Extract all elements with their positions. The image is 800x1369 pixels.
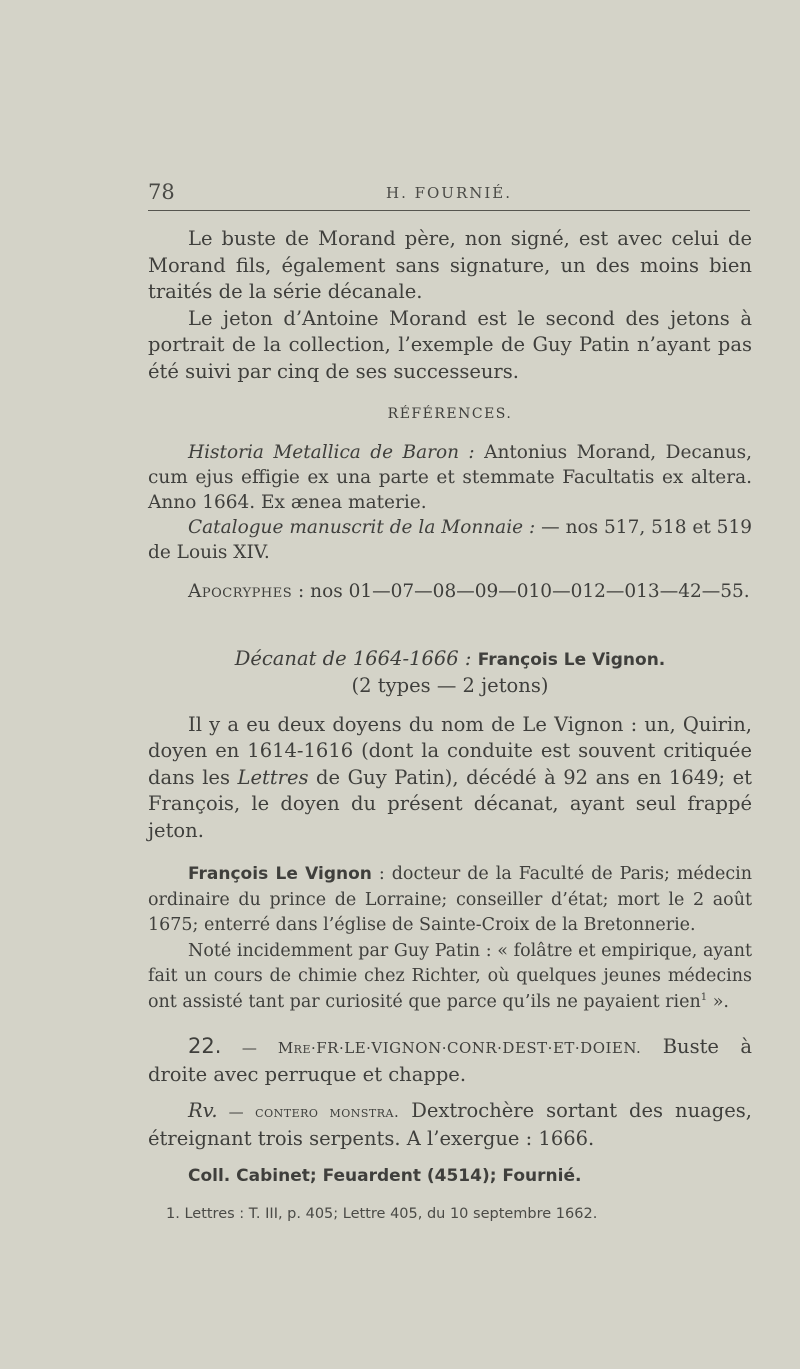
- lettres-italic: Lettres: [237, 765, 309, 789]
- content-paragraph-1: [148, 712, 752, 845]
- page-body: [148, 226, 752, 1224]
- section-subtitle: (2 types — 2 jetons): [351, 674, 549, 697]
- reference-1-text: Antonius Morand, Decanus, cum ejus effigie ex una parte et stemmate Facultatis ex altera. Anno 1664. Ex ænea materie.: [148, 441, 752, 513]
- header-rule: [148, 210, 750, 211]
- doyen-name: François Le Vignon: [188, 864, 372, 884]
- footnote-marker: 1: [700, 991, 708, 1003]
- entry-legend: — Mre·FR·LE·VIGNON·CONR·DEST·ET·DOIEN.: [221, 1039, 642, 1057]
- reference-1: [148, 440, 752, 515]
- running-head: H. FOURNIÉ.: [385, 184, 513, 202]
- entry-text: Buste à droite avec perruque et chappe.: [148, 1035, 752, 1086]
- collection-text: Coll. Cabinet; Feuardent (4514); Fournié.: [188, 1166, 582, 1186]
- apocryphes-line: [148, 579, 752, 604]
- intro-paragraph-1: Le buste de Morand père, non signé, est avec celui de Morand fils, également sans signature, un des moins bien traités de la série décanale.: [148, 227, 752, 303]
- reverse-legend: — contero monstra.: [217, 1103, 400, 1121]
- collection-line: [148, 1162, 752, 1190]
- content-paragraph-3: [148, 939, 752, 1016]
- reverse-text: Dextrochère sortant des nuages, étreignant trois serpents. A l’exergue : 1666.: [148, 1099, 753, 1150]
- content-paragraph-2: [148, 862, 752, 939]
- references-title: RÉFÉRENCES.: [387, 406, 513, 422]
- reference-2-text: — nos 517, 518 et 519 de Louis XIV.: [148, 516, 752, 563]
- doyen-description: : docteur de la Faculté de Paris; médecin ordinaire du prince de Lorraine; conseiller d’état; mort le 2 août 1675; enterré dans l’église de Sainte-Croix de la Bretonnerie.: [148, 864, 753, 935]
- section-title-name: François Le Vignon.: [477, 649, 666, 670]
- page-header: [148, 180, 750, 202]
- content-paragraph-3-b: ».: [707, 991, 729, 1012]
- apocryphes-label: Apocryphes: [188, 580, 293, 602]
- page-number: 78: [148, 180, 175, 204]
- reference-2-source: Catalogue manuscrit de la Monnaie :: [188, 516, 536, 538]
- section-title: [148, 646, 752, 674]
- section-title-italic: Décanat de 1664-1666 :: [234, 646, 472, 670]
- reference-2: [148, 515, 752, 565]
- entry-number: 22.: [188, 1034, 222, 1058]
- content-paragraph-1-a: Il y a eu deux doyens du nom de Le Vignon : un, Quirin, doyen en 1614-1616 (dont la conduite est souvent critiquée dans les: [148, 712, 752, 789]
- reverse-entry: [148, 1098, 752, 1152]
- apocryphes-text: : nos 01—07—08—09—010—012—013—42—55.: [292, 580, 750, 602]
- jeton-entry: [148, 1033, 752, 1088]
- content-paragraph-1-b: de Guy Patin), décédé à 92 ans en 1649; et François, le doyen du présent décanat, ayant seul frappé jeton.: [148, 765, 752, 842]
- reverse-label: Rv.: [188, 1099, 218, 1122]
- footnote: 1. Lettres : T. III, p. 405; Lettre 405, du 10 septembre 1662.: [166, 1205, 598, 1222]
- content-paragraph-3-a: Noté incidemment par Guy Patin : « folâtre et empirique, ayant fait un cours de chimie chez Richter, où quelques jeunes médecins ont assisté tant par curiosité que parce qu’ils ne payaient rien: [148, 940, 752, 1012]
- reference-1-source: Historia Metallica de Baron :: [188, 441, 475, 463]
- intro-paragraph-2: Le jeton d’Antoine Morand est le second des jetons à portrait de la collection, l’exemple de Guy Patin n’ayant pas été suivi par cinq de ses successeurs.: [148, 306, 752, 383]
